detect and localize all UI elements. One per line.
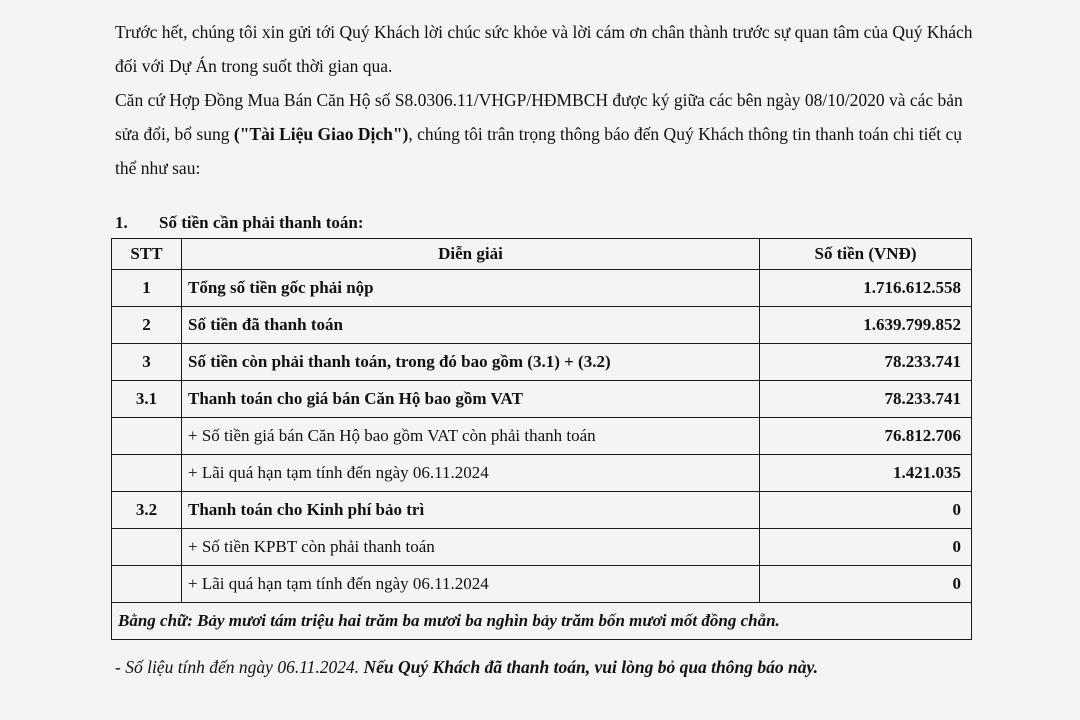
section-title-text: Số tiền cần phải thanh toán:: [159, 213, 364, 232]
greeting-text: Trước hết, chúng tôi xin gửi tới Quý Khách lời chúc sức khỏe và lời cám ơn chân thành trước sự quan tâm của Quý Khách đối với Dự Án trong suốt thời gian qua.: [115, 22, 973, 76]
contract-paragraph: [115, 83, 975, 185]
row-amount: 0: [760, 492, 972, 529]
header-desc: Diễn giải: [182, 239, 760, 270]
table-row: [112, 455, 972, 492]
row-desc: + Lãi quá hạn tạm tính đến ngày 06.11.2024: [182, 566, 760, 603]
table-row: [112, 418, 972, 455]
greeting-paragraph: [115, 15, 975, 83]
row-amount: 1.639.799.852: [760, 307, 972, 344]
row-stt: 2: [112, 307, 182, 344]
row-desc: Thanh toán cho Kinh phí bảo trì: [182, 492, 760, 529]
row-amount: 78.233.741: [760, 381, 972, 418]
row-stt: [112, 455, 182, 492]
contract-text-bold: ("Tài Liệu Giao Dịch"): [233, 124, 409, 144]
row-amount: 1.421.035: [760, 455, 972, 492]
contract-text-end: , chúng tôi trân trọng thông báo đến Quý Khách thông tin thanh toán chi tiết cụ thể như sau:: [115, 124, 962, 178]
row-stt: [112, 566, 182, 603]
table-row: [112, 492, 972, 529]
table-row: [112, 381, 972, 418]
row-stt: 3.2: [112, 492, 182, 529]
footnote: [115, 650, 975, 684]
row-stt: 3: [112, 344, 182, 381]
table-row: [112, 344, 972, 381]
row-amount: 0: [760, 566, 972, 603]
header-amount: Số tiền (VNĐ): [760, 239, 972, 270]
footnote-plain: - Số liệu tính đến ngày 06.11.2024.: [115, 657, 364, 677]
row-desc: + Lãi quá hạn tạm tính đến ngày 06.11.2024: [182, 455, 760, 492]
row-desc: Tổng số tiền gốc phải nộp: [182, 270, 760, 307]
row-amount: 76.812.706: [760, 418, 972, 455]
section-number: 1.: [115, 213, 128, 232]
row-stt: 1: [112, 270, 182, 307]
payment-table: [111, 238, 972, 640]
table-header-row: [112, 239, 972, 270]
table-row: [112, 307, 972, 344]
row-stt: [112, 418, 182, 455]
row-stt: 3.1: [112, 381, 182, 418]
row-stt: [112, 529, 182, 566]
footnote-bold: Nếu Quý Khách đã thanh toán, vui lòng bỏ qua thông báo này.: [363, 657, 818, 677]
row-desc: Thanh toán cho giá bán Căn Hộ bao gồm VAT: [182, 381, 760, 418]
in-words-row: [112, 603, 972, 640]
table-row: [112, 529, 972, 566]
amount-in-words: Bằng chữ: Bảy mươi tám triệu hai trăm ba mươi ba nghìn bảy trăm bốn mươi mốt đồng chẵn.: [112, 603, 972, 640]
section-title: [115, 213, 364, 233]
contract-text-start: Căn cứ Hợp Đồng Mua Bán Căn Hộ số S8.0306.11/VHGP/HĐMBCH được ký giữa các bên ngày 08/10/2020 và các bản sửa đổi, bổ sung: [115, 90, 963, 144]
table-row: [112, 566, 972, 603]
row-desc: Số tiền còn phải thanh toán, trong đó bao gồm (3.1) + (3.2): [182, 344, 760, 381]
header-stt: STT: [112, 239, 182, 270]
row-desc: + Số tiền KPBT còn phải thanh toán: [182, 529, 760, 566]
table-row: [112, 270, 972, 307]
row-amount: 78.233.741: [760, 344, 972, 381]
row-amount: 0: [760, 529, 972, 566]
row-desc: Số tiền đã thanh toán: [182, 307, 760, 344]
row-amount: 1.716.612.558: [760, 270, 972, 307]
row-desc: + Số tiền giá bán Căn Hộ bao gồm VAT còn phải thanh toán: [182, 418, 760, 455]
